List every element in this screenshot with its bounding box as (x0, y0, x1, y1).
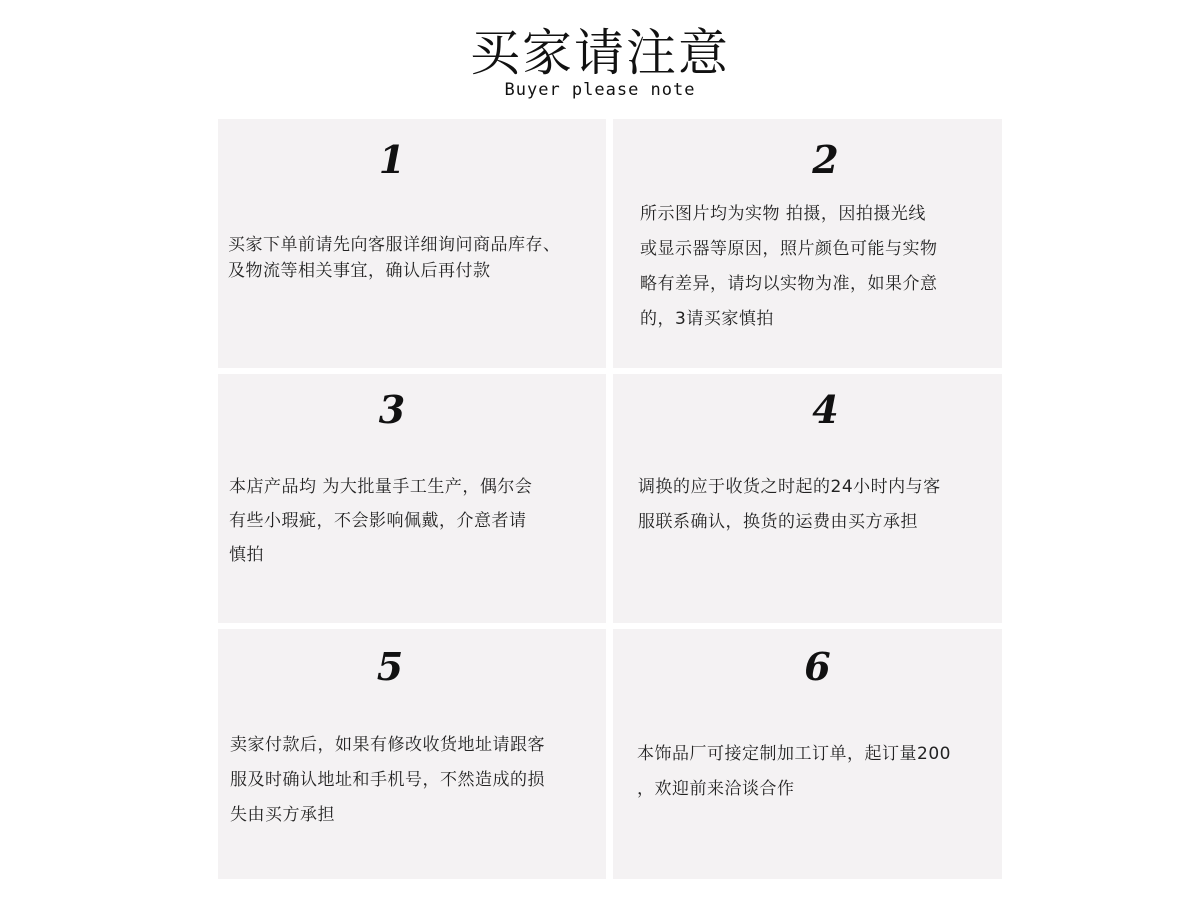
note-number: 3 (378, 387, 406, 432)
note-card-1 (218, 119, 606, 368)
note-text: 调换的应于收货之时起的24小时内与客 服联系确认，换货的运费由买方承担 (638, 477, 941, 532)
note-number: 6 (804, 644, 831, 689)
note-card-2 (613, 119, 1002, 368)
page-title: 买家请注意 (470, 24, 730, 82)
note-number: 4 (812, 387, 839, 432)
note-text: 卖家付款后，如果有修改收货地址请跟客 服及时确认地址和手机号，不然造成的损 失由买方承担 (230, 735, 545, 825)
page-subtitle: Buyer please note (504, 80, 696, 100)
note-card-4 (613, 374, 1002, 623)
note-text: 本店产品均 为大批量手工生产，偶尔会 有些小瑕疵，不会影响佩戴，介意者请 慎拍 (229, 477, 533, 565)
note-text: 本饰品厂可接定制加工订单，起订量200 ，欢迎前来洽谈合作 (637, 744, 951, 799)
note-text: 所示图片均为实物 拍摄，因拍摄光线 或显示器等原因，照片颜色可能与实物 略有差异，请均以实物为准，如果介意 的，3请买家慎拍 (640, 204, 938, 329)
note-number: 1 (378, 137, 406, 182)
notes-grid (218, 119, 1002, 879)
note-number: 2 (812, 137, 839, 182)
note-number: 5 (376, 644, 404, 689)
note-card-3 (218, 374, 606, 623)
note-card-6 (613, 629, 1002, 879)
note-card-5 (218, 629, 606, 879)
note-text: 买家下单前请先向客服详细询问商品库存、 及物流等相关事宜，确认后再付款 (228, 235, 561, 281)
